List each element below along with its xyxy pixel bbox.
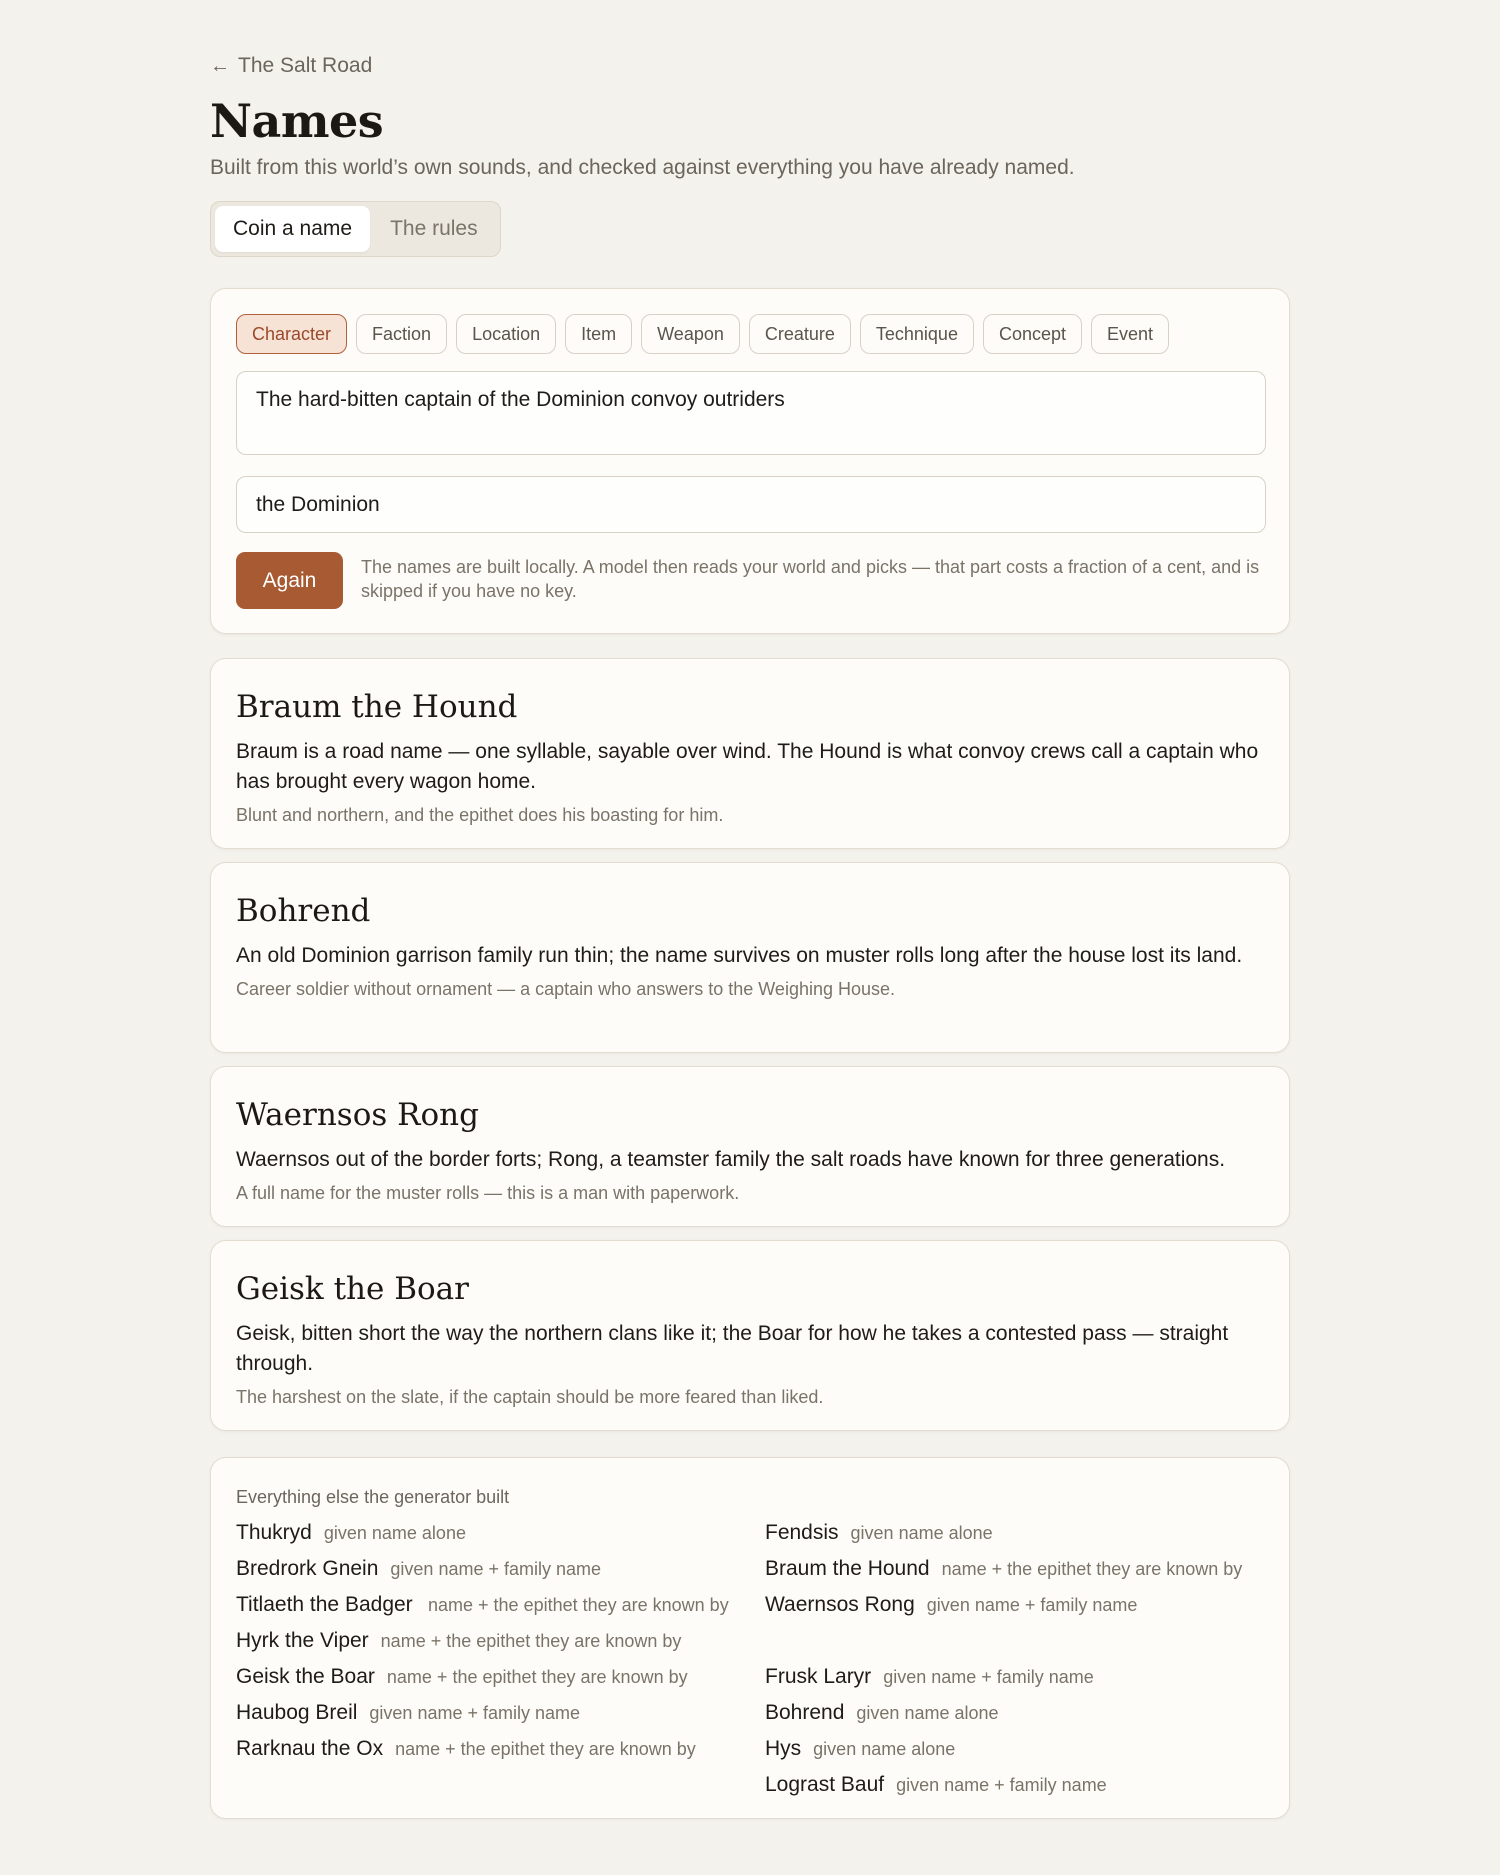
list-item-name: Bohrend (765, 1701, 845, 1724)
generator-card (210, 288, 1290, 634)
list-item-name: Frusk Laryr (765, 1665, 872, 1688)
suggested-name: Bohrend (236, 893, 371, 929)
mode-tabs (210, 201, 501, 257)
list-item[interactable] (236, 1592, 737, 1618)
name-rationale: Braum is a road name — one syllable, sayable over wind. The Hound is what convoy crews call a captain who has brought every wagon home. (236, 740, 1259, 793)
suggested-name: Braum the Hound (236, 689, 518, 725)
list-item-type: name + the epithet they are known by (386, 1667, 688, 1687)
list-item-name: Thukryd (236, 1521, 312, 1544)
list-item[interactable] (236, 1520, 737, 1546)
description-input[interactable]: The hard-bitten captain of the Dominion convoy outriders (236, 371, 1266, 455)
list-item[interactable] (765, 1772, 1266, 1798)
cost-note: The names are built locally. A model then reads your world and picks — that part costs a fraction of a cent, and is skipped if you have no key. (361, 557, 1260, 601)
name-rationale: Geisk, bitten short the way the northern clans like it; the Boar for how he takes a contested pass — straight through. (236, 1322, 1229, 1375)
again-button[interactable]: Again (236, 552, 343, 609)
list-item-name: Geisk the Boar (236, 1665, 375, 1688)
list-item-type: given name + family name (369, 1703, 581, 1723)
list-item-type: given name alone (323, 1523, 466, 1543)
name-rationale: An old Dominion garrison family run thin; the name survives on muster rolls long after the house lost its land. (236, 944, 1243, 967)
list-item[interactable] (236, 1664, 737, 1690)
other-names-left-column (236, 1520, 737, 1808)
list-item-name: Waernsos Rong (765, 1593, 915, 1616)
list-item-type: given name + family name (896, 1775, 1107, 1795)
list-item-type: name + the epithet they are known by (380, 1631, 682, 1651)
list-item[interactable] (236, 1736, 737, 1762)
list-item[interactable] (236, 1628, 737, 1654)
faction-input[interactable]: the Dominion (236, 476, 1266, 533)
list-item-type: given name alone (850, 1523, 993, 1543)
kind-pill-event[interactable]: Event (1091, 314, 1169, 354)
kind-selector (236, 314, 1169, 354)
list-item-name: Braum the Hound (765, 1557, 930, 1580)
kind-pill-technique[interactable]: Technique (860, 314, 974, 354)
list-item[interactable] (236, 1556, 737, 1582)
name-suggestion-card (210, 1066, 1290, 1227)
name-suggestion-card (210, 862, 1290, 1053)
kind-pill-location[interactable]: Location (456, 314, 556, 354)
arrow-left-icon: ← (210, 54, 230, 77)
list-item-name: Titlaeth the Badger (236, 1593, 413, 1616)
list-item[interactable] (765, 1520, 1266, 1546)
name-rationale: Waernsos out of the border forts; Rong, a teamster family the salt roads have known for three generations. (236, 1148, 1226, 1171)
page-subtitle: Built from this world’s own sounds, and checked against everything you have already named. (210, 156, 1075, 179)
name-note: Career soldier without ornament — a captain who answers to the Weighing House. (236, 979, 896, 999)
list-item-name: Bredrork Gnein (236, 1557, 379, 1580)
list-item-type: given name alone (856, 1703, 999, 1723)
kind-pill-creature[interactable]: Creature (749, 314, 851, 354)
suggested-name: Geisk the Boar (236, 1271, 469, 1307)
list-item-name: Hys (765, 1737, 802, 1760)
kind-pill-faction[interactable]: Faction (356, 314, 447, 354)
name-suggestion-card (210, 1240, 1290, 1431)
list-item[interactable] (765, 1592, 1266, 1618)
page-title: Names (210, 94, 384, 148)
other-names-grid (236, 1520, 1266, 1808)
list-item-name: Rarknau the Ox (236, 1737, 384, 1760)
tab-coin-a-name[interactable]: Coin a name (215, 206, 370, 252)
list-item[interactable] (765, 1736, 1266, 1762)
list-item-type: name + the epithet they are known by (395, 1739, 696, 1759)
other-names-heading: Everything else the generator built (236, 1487, 510, 1507)
name-note: A full name for the muster rolls — this is a man with paperwork. (236, 1183, 740, 1203)
other-names-right-column (765, 1520, 1266, 1808)
other-names-card (210, 1457, 1290, 1819)
list-item-name: Fendsis (765, 1521, 839, 1544)
list-item-type: given name + family name (926, 1595, 1138, 1615)
list-item[interactable] (765, 1700, 1266, 1726)
kind-pill-item[interactable]: Item (565, 314, 632, 354)
list-item-name: Hyrk the Viper (236, 1629, 369, 1652)
name-note: The harshest on the slate, if the captain should be more feared than liked. (236, 1387, 824, 1407)
list-item-name: Haubog Breil (236, 1701, 358, 1724)
list-item[interactable] (236, 1700, 737, 1726)
kind-pill-character[interactable]: Character (236, 314, 347, 354)
kind-pill-concept[interactable]: Concept (983, 314, 1082, 354)
list-item[interactable] (765, 1556, 1266, 1582)
list-item[interactable] (765, 1664, 1266, 1690)
list-item-type: name + the epithet they are known by (428, 1595, 729, 1615)
name-note: Blunt and northern, and the epithet does his boasting for him. (236, 805, 724, 825)
back-link[interactable] (210, 54, 372, 78)
list-item-type: given name + family name (883, 1667, 1094, 1687)
kind-pill-weapon[interactable]: Weapon (641, 314, 740, 354)
tab-the-rules[interactable]: The rules (390, 217, 478, 240)
name-suggestion-card (210, 658, 1290, 849)
list-item-type: given name + family name (390, 1559, 602, 1579)
suggested-name: Waernsos Rong (236, 1097, 479, 1133)
back-link-label: The Salt Road (238, 54, 373, 77)
list-item-type: name + the epithet they are known by (941, 1559, 1243, 1579)
list-item-type: given name alone (813, 1739, 956, 1759)
list-item-name: Lograst Bauf (765, 1773, 885, 1796)
